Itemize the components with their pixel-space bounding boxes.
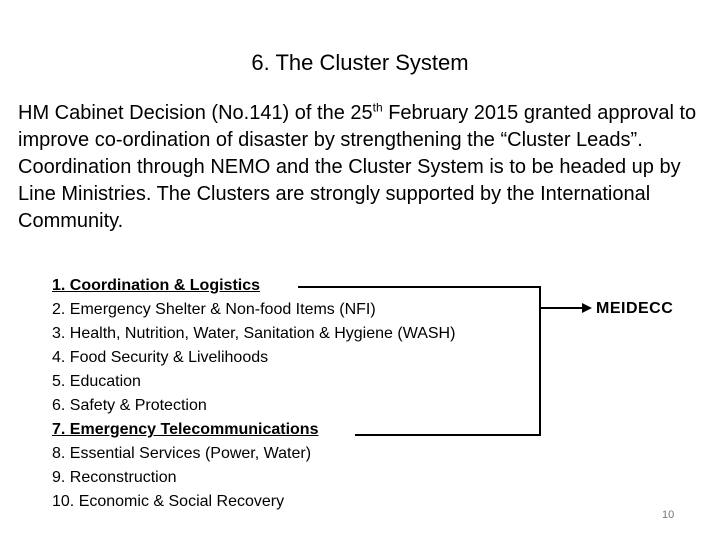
- cluster-item-essential-services: 8. Essential Services (Power, Water): [52, 445, 312, 462]
- cluster-item-emergency-telecom: 7. Emergency Telecommunications: [52, 421, 319, 438]
- arrow-right-icon: [582, 303, 592, 313]
- connector-arrow-line: [541, 307, 583, 309]
- cluster-item-emergency-shelter: 2. Emergency Shelter & Non-food Items (NFI): [52, 301, 376, 318]
- cluster-item-reconstruction: 9. Reconstruction: [52, 469, 177, 486]
- page-number: 10: [662, 509, 675, 521]
- ordinal-suffix: th: [372, 100, 383, 115]
- slide-title: 6. The Cluster System: [251, 50, 469, 75]
- cluster-item-education: 5. Education: [52, 373, 141, 390]
- target-ministry-label: MEIDECC: [596, 300, 674, 317]
- cluster-item-economic-recovery: 10. Economic & Social Recovery: [52, 493, 285, 510]
- connector-top-line: [298, 286, 540, 288]
- intro-text-part2: February 2015 granted approval to improve co-ordination of disaster by strengthening the “Cluster Leads”. Coordination through NEMO and the Cluster System is to be headed up by Line Ministries. The Clusters are strongly supported by the International Community.: [18, 102, 697, 232]
- cluster-item-health-wash: 3. Health, Nutrition, Water, Sanitation & Hygiene (WASH): [52, 325, 456, 342]
- intro-text-part1: HM Cabinet Decision (No.141) of the 25: [18, 102, 373, 124]
- cluster-item-safety-protection: 6. Safety & Protection: [52, 397, 207, 414]
- cluster-item-food-security: 4. Food Security & Livelihoods: [52, 349, 269, 366]
- connector-bottom-line: [355, 434, 541, 436]
- intro-paragraph: [18, 100, 718, 235]
- cluster-list: [52, 274, 455, 514]
- cluster-item-coordination-logistics: 1. Coordination & Logistics: [52, 277, 261, 294]
